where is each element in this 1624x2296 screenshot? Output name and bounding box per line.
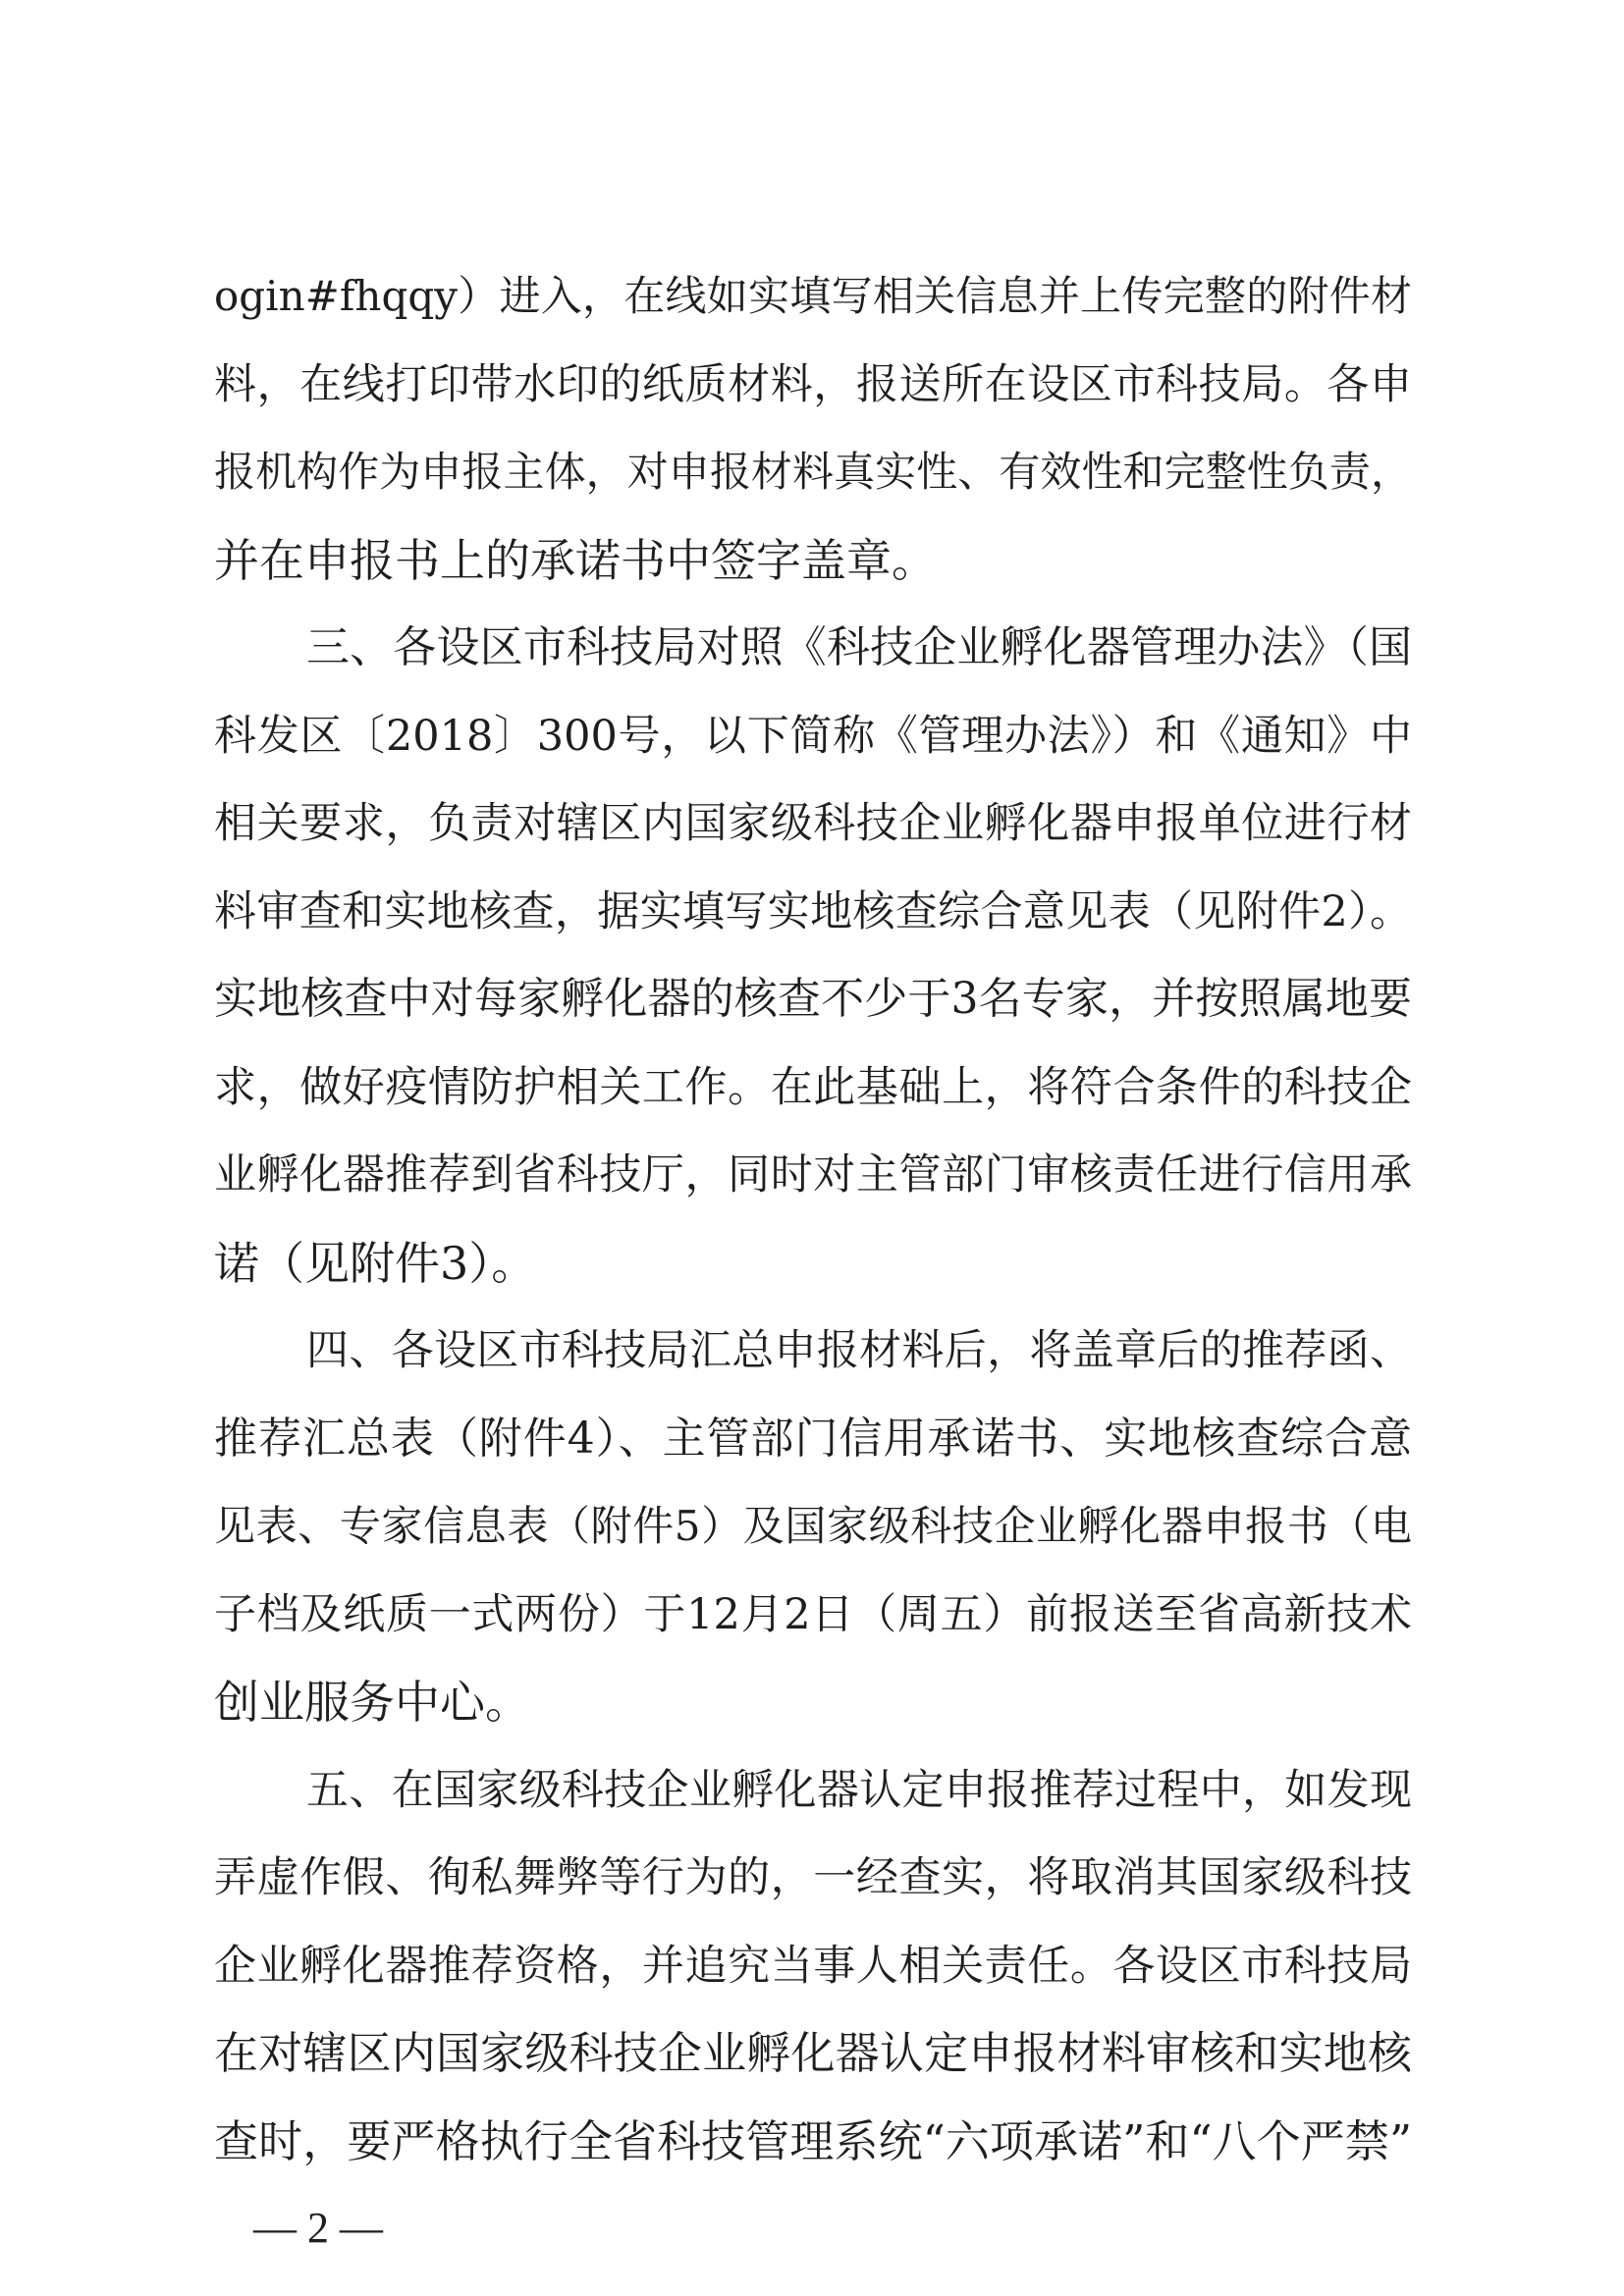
paragraph-line: 料审查和实地核查，据实填写实地核查综合意见表（见附件2）。 xyxy=(214,887,1412,936)
paragraph-line: 料，在线打印带水印的纸质材料，报送所在设区市科技局。各申 xyxy=(214,360,1412,409)
paragraph-line: 相关要求，负责对辖区内国家级科技企业孵化器申报单位进行材 xyxy=(214,799,1412,848)
paragraph-line: 企业孵化器推荐资格，并追究当事人相关责任。各设区市科技局 xyxy=(214,1942,1412,1991)
paragraph-line: 四、各设区市科技局汇总申报材料后，将盖章后的推荐函、 xyxy=(306,1326,1412,1375)
paragraph-line: 报机构作为申报主体，对申报材料真实性、有效性和完整性负责， xyxy=(214,448,1412,496)
paragraph-line: 求，做好疫情防护相关工作。在此基础上，将符合条件的科技企 xyxy=(214,1063,1412,1112)
paragraph-line: 并在申报书上的承诺书中签字盖章。 xyxy=(214,534,937,587)
page-number: — 2 — xyxy=(253,2204,383,2252)
paragraph-line: 见表、专家信息表（附件5）及国家级科技企业孵化器申报书（电 xyxy=(214,1502,1412,1550)
paragraph-line: 创业服务中心。 xyxy=(214,1676,530,1729)
paragraph-line: 科发区〔2018〕300号，以下简称《管理办法》）和《通知》中 xyxy=(214,712,1412,761)
paragraph-line: 诺（见附件3）。 xyxy=(214,1237,537,1290)
paragraph-line: 五、在国家级科技企业孵化器认定申报推荐过程中，如发现 xyxy=(306,1766,1412,1815)
paragraph-line: 推荐汇总表（附件4）、主管部门信用承诺书、实地核查综合意 xyxy=(214,1414,1412,1464)
paragraph-line: 三、各设区市科技局对照《科技企业孵化器管理办法》（国 xyxy=(306,622,1412,672)
paragraph-line: 业孵化器推荐到省科技厅，同时对主管部门审核责任进行信用承 xyxy=(214,1150,1412,1200)
paragraph-line: 子档及纸质一式两份）于12月2日（周五）前报送至省高新技术 xyxy=(214,1590,1412,1639)
paragraph-line: 弄虚作假、徇私舞弊等行为的，一经查实，将取消其国家级科技 xyxy=(214,1853,1412,1902)
paragraph-line: 在对辖区内国家级科技企业孵化器认定申报材料审核和实地核 xyxy=(214,2027,1412,2079)
paragraph-line: 实地核查中对每家孵化器的核查不少于3名专家，并按照属地要 xyxy=(214,974,1412,1024)
paragraph-line: ogin#fhqqy）进入，在线如实填写相关信息并上传完整的附件材 xyxy=(214,272,1412,320)
paragraph-line: 查时，要严格执行全省科技管理系统“六项承诺”和“八个严禁” xyxy=(214,2115,1412,2167)
